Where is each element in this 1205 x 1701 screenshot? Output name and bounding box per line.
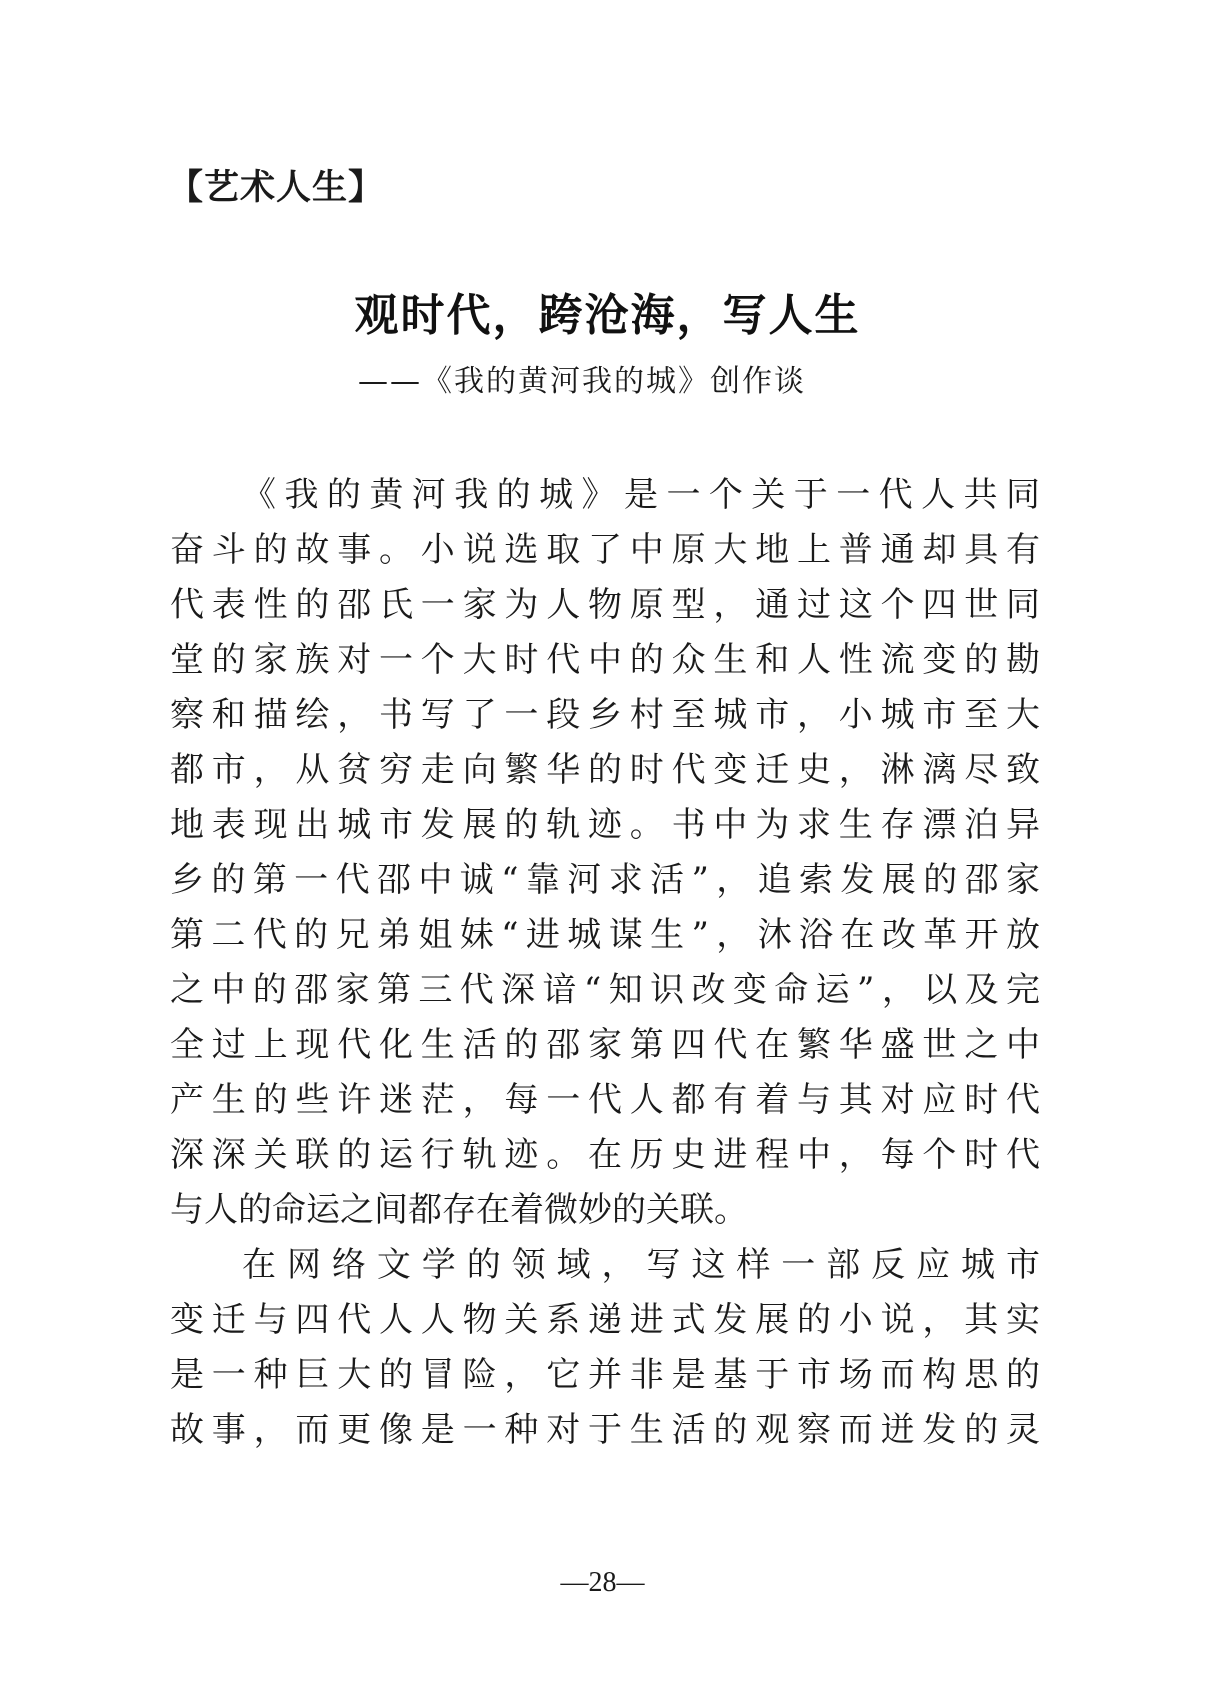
text-line: 之中的邵家第三代深谙“知识改变命运”，以及完 bbox=[170, 970, 1040, 1010]
page-number: —28— bbox=[560, 1567, 645, 1598]
section-tag: 【艺术人生】 bbox=[168, 168, 385, 208]
text-line: 第二代的兄弟姐妹“进城谋生”，沐浴在改革开放 bbox=[170, 915, 1040, 955]
text-line: 是一种巨大的冒险，它并非是基于市场而构思的 bbox=[170, 1355, 1040, 1395]
article-body bbox=[170, 468, 1040, 1458]
text-line: 奋斗的故事。小说选取了中原大地上普通却具有 bbox=[170, 530, 1040, 570]
article-subtitle: ——《我的黄河我的城》创作谈 bbox=[358, 364, 806, 399]
article-title: 观时代，跨沧海，写人生 bbox=[354, 290, 861, 341]
text-line: 堂的家族对一个大时代中的众生和人性流变的勘 bbox=[170, 640, 1040, 680]
text-line: 地表现出城市发展的轨迹。书中为求生存漂泊异 bbox=[170, 805, 1040, 845]
text-line: 深深关联的运行轨迹。在历史进程中，每个时代 bbox=[170, 1135, 1040, 1175]
text-line: 乡的第一代邵中诚“靠河求活”，追索发展的邵家 bbox=[170, 860, 1040, 900]
text-line: 变迁与四代人人物关系递进式发展的小说，其实 bbox=[170, 1300, 1040, 1340]
text-line: 代表性的邵氏一家为人物原型，通过这个四世同 bbox=[170, 585, 1040, 625]
text-line: 在网络文学的领域，写这样一部反应城市 bbox=[242, 1245, 1040, 1285]
text-line: 《我的黄河我的城》是一个关于一代人共同 bbox=[242, 475, 1040, 515]
text-line: 产生的些许迷茫，每一代人都有着与其对应时代 bbox=[170, 1080, 1040, 1120]
text-line: 全过上现代化生活的邵家第四代在繁华盛世之中 bbox=[170, 1025, 1040, 1065]
text-line: 与人的命运之间都存在着微妙的关联。 bbox=[170, 1190, 748, 1230]
paragraph-2 bbox=[170, 1238, 1040, 1458]
text-line: 察和描绘，书写了一段乡村至城市，小城市至大 bbox=[170, 695, 1040, 735]
text-line: 都市，从贫穷走向繁华的时代变迁史，淋漓尽致 bbox=[170, 750, 1040, 790]
text-line: 故事，而更像是一种对于生活的观察而迸发的灵 bbox=[170, 1410, 1040, 1450]
paragraph-1 bbox=[170, 468, 1040, 1238]
